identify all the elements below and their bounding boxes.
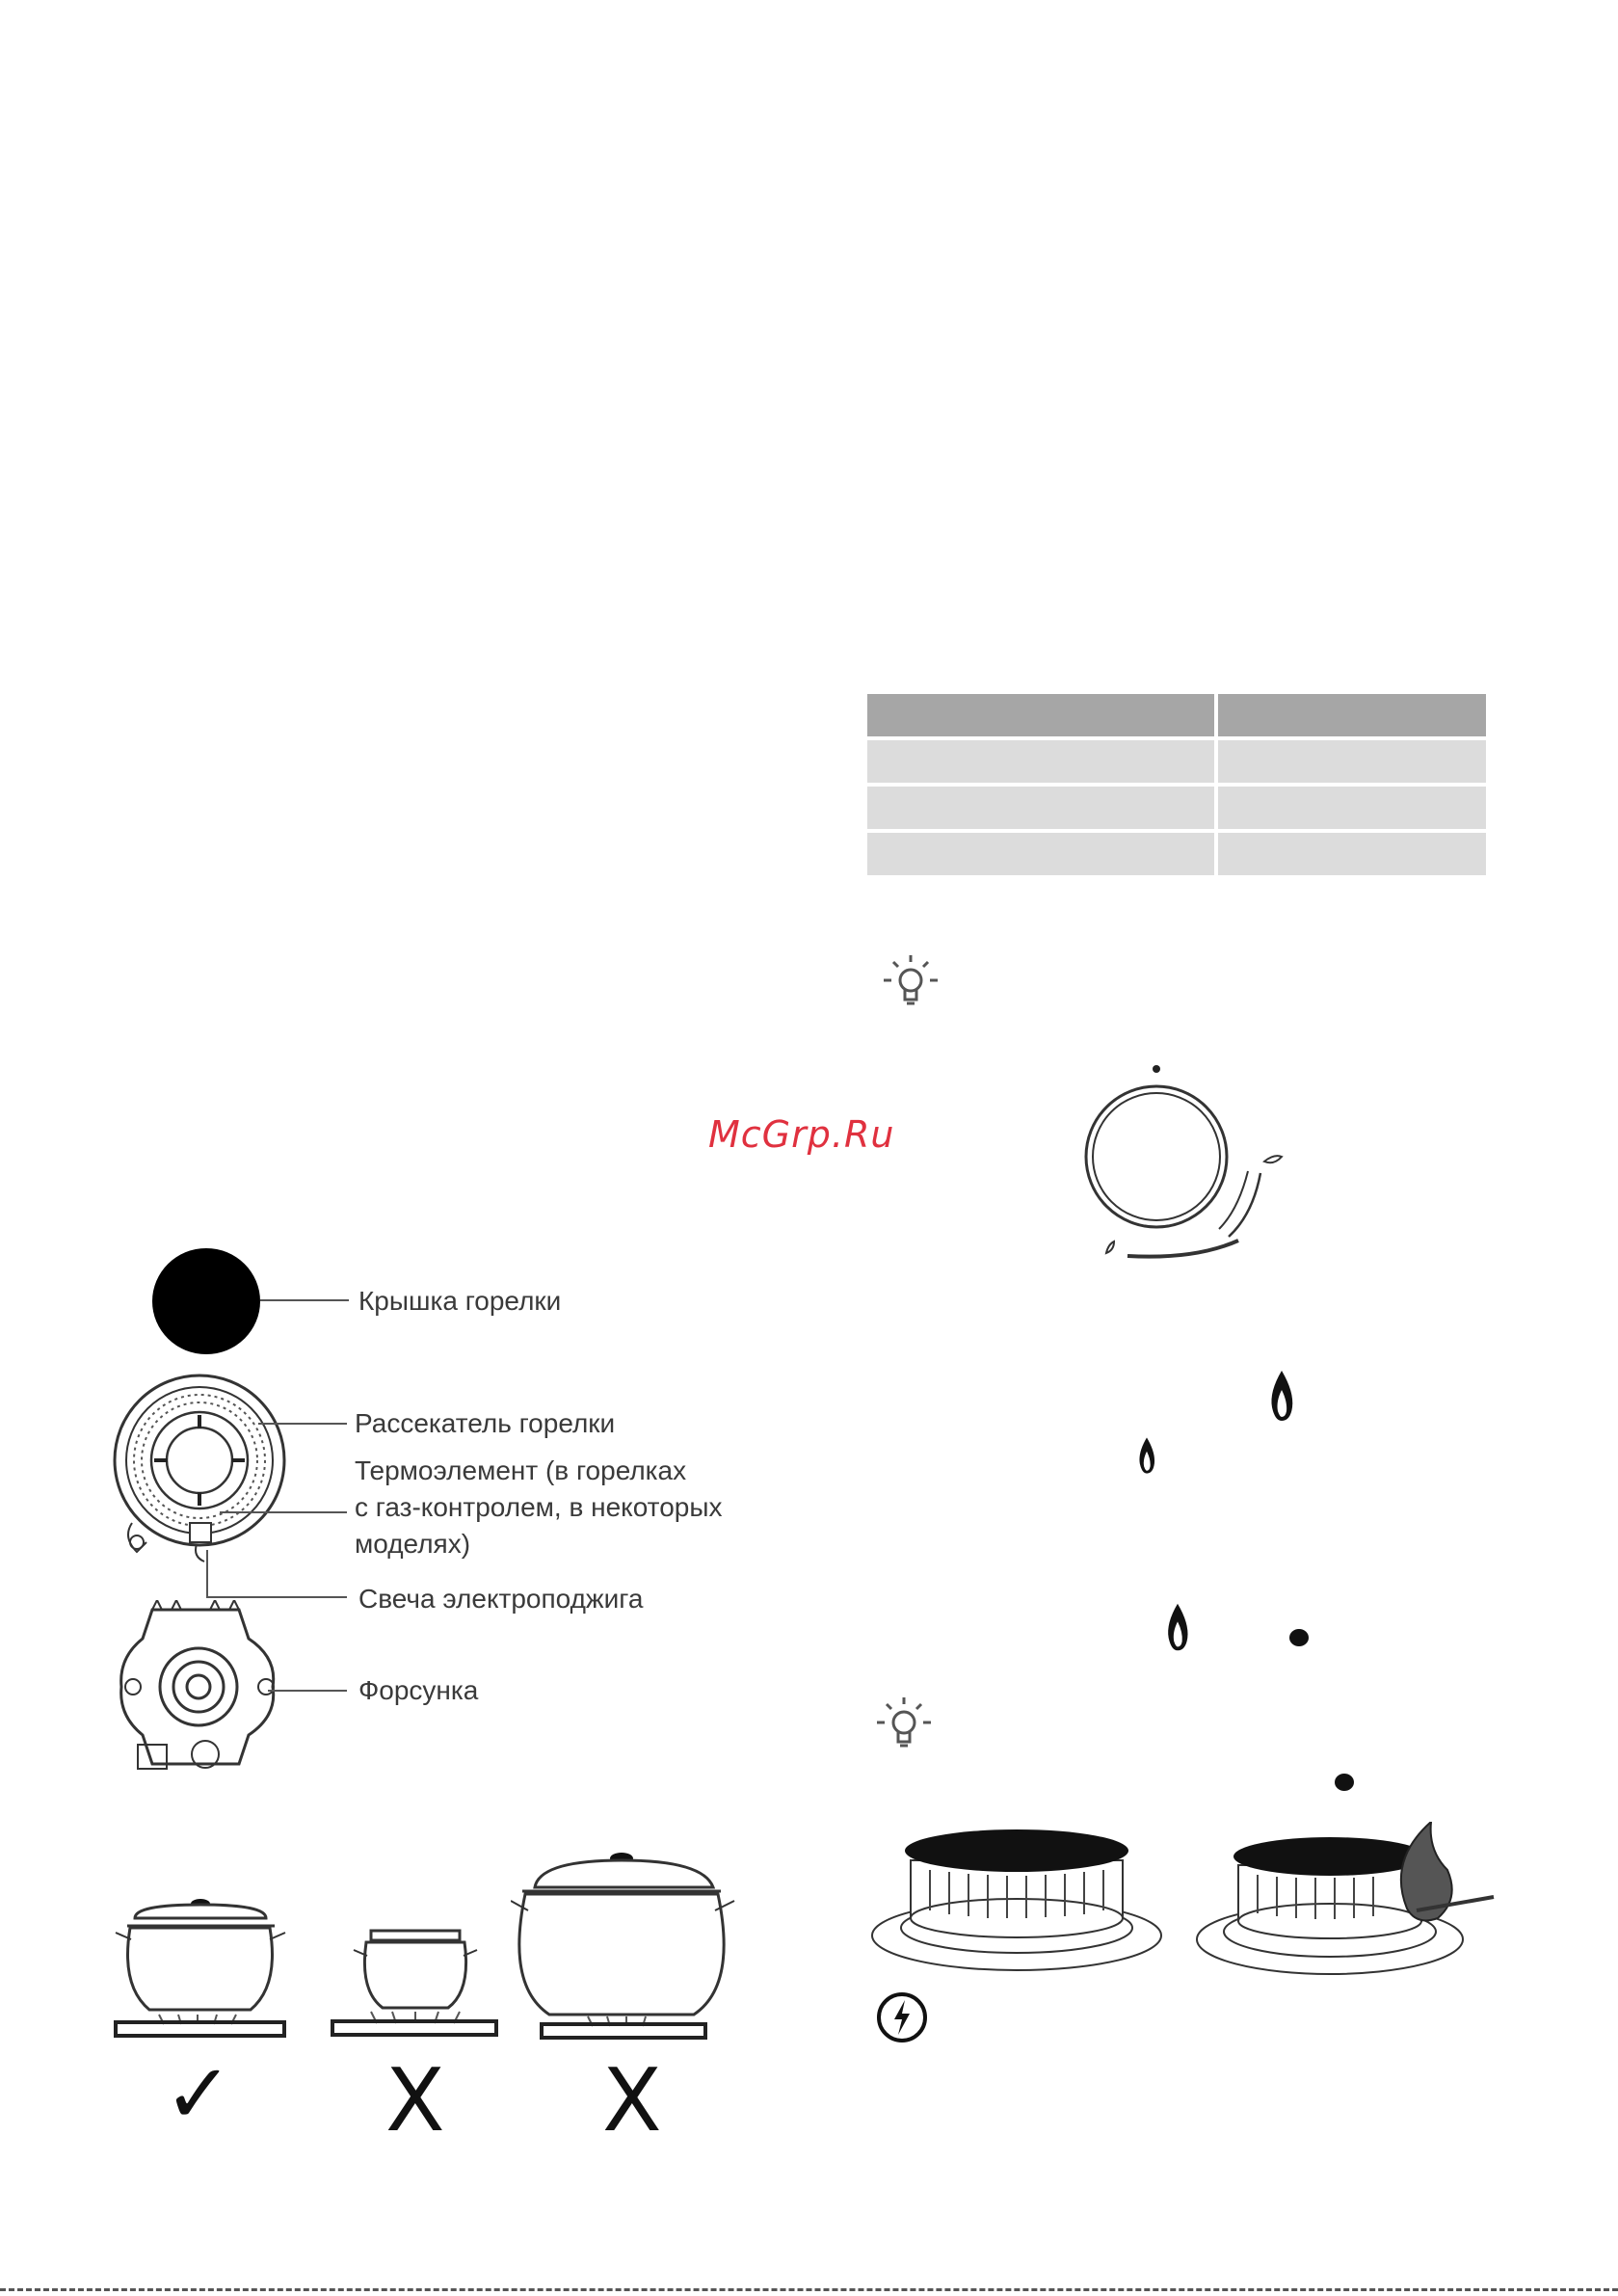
leader-line — [268, 1690, 347, 1692]
table-row — [867, 833, 1486, 875]
leader-line — [260, 1299, 349, 1301]
dot-icon — [1289, 1629, 1309, 1646]
leader-line — [258, 1423, 347, 1425]
tip-bulb-icon — [865, 1692, 942, 1759]
table-header-row — [867, 694, 1486, 736]
label-injector: Форсунка — [358, 1675, 479, 1705]
label-thermo-line3: моделях) — [355, 1529, 471, 1559]
burner-ignition-illustration — [1185, 1822, 1503, 1986]
label-thermo-line2: с газ-контролем, в некоторых — [355, 1492, 723, 1522]
gas-table — [867, 690, 1486, 879]
electric-warning-icon — [875, 1990, 929, 2044]
leader-line — [220, 1511, 347, 1513]
burner-illustration — [862, 1822, 1171, 1976]
flame-icon — [1135, 1436, 1158, 1475]
x-mark-icon: X — [602, 2050, 662, 2151]
table-row — [867, 740, 1486, 783]
label-thermo-line1: Термоэлемент (в горелках — [355, 1455, 687, 1485]
flame-icon — [1267, 1369, 1296, 1423]
x-mark-icon: X — [385, 2050, 445, 2151]
burner-cap-illustration — [152, 1248, 260, 1354]
pot-correct-illustration — [106, 1880, 289, 2043]
pot-large-illustration — [511, 1851, 742, 2043]
pot-small-illustration — [323, 1923, 506, 2043]
tip-bulb-icon — [872, 949, 949, 1017]
label-spark-plug: Свеча электроподжига — [358, 1584, 644, 1614]
leader-line — [206, 1550, 208, 1596]
watermark: McGrp.Ru — [708, 1113, 895, 1156]
dot-icon — [1335, 1774, 1354, 1791]
label-burner-cap: Крышка горелки — [358, 1286, 562, 1316]
knob-icon — [1070, 1055, 1291, 1268]
check-mark-icon: ✓ — [164, 2046, 234, 2143]
label-burner-spreader: Рассекатель горелки — [355, 1408, 616, 1438]
burner-spreader-illustration — [108, 1369, 291, 1571]
table-row — [867, 787, 1486, 829]
leader-line — [206, 1596, 347, 1598]
flame-icon — [1164, 1600, 1191, 1654]
page-bottom-border — [0, 2288, 1618, 2291]
injector-illustration — [114, 1600, 287, 1774]
